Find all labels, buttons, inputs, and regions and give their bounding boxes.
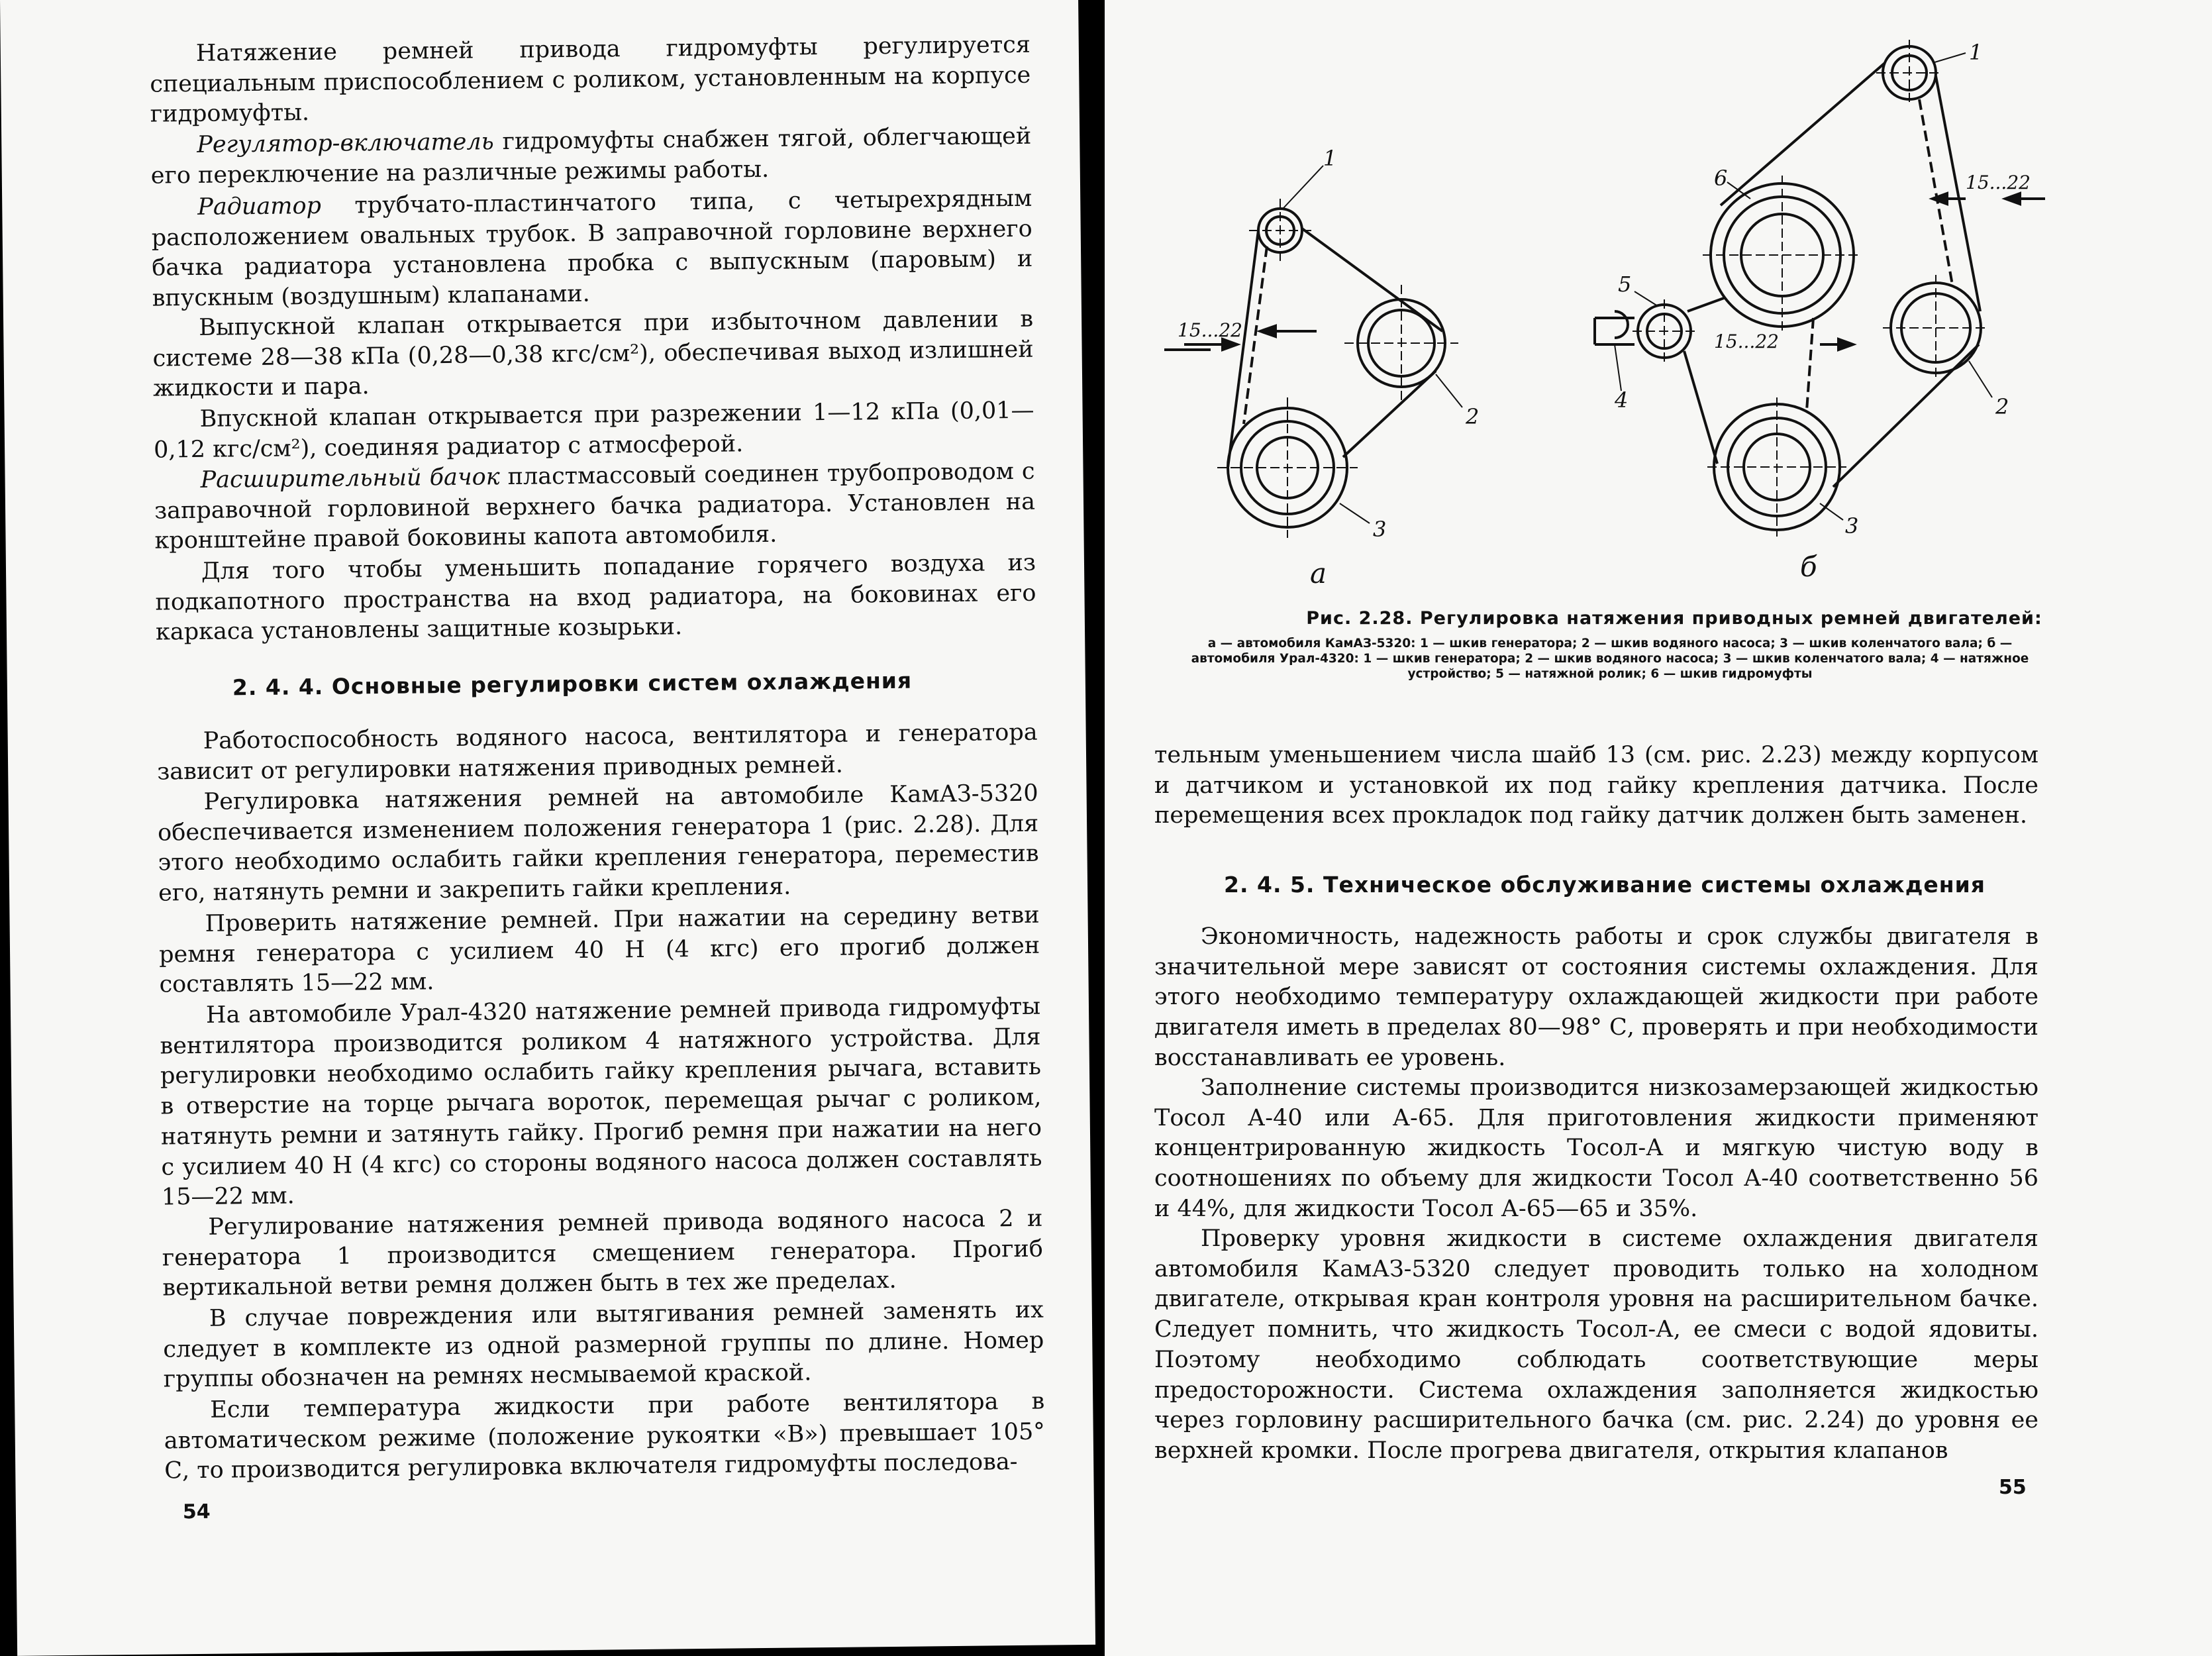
callout-6-b: 6 — [1714, 166, 1728, 191]
figure-b-ural — [1595, 40, 2045, 537]
paragraph: Если температура жидкости при работе вентилятора в автоматическом режиме (положение рукоятки «В») превышает 105° С, то производится регулировка включателя гидромуфты последова- — [164, 1388, 1045, 1484]
paragraph: На автомобиле Урал-4320 натяжение ремней привода гидромуфты вентилятора производится роликом 4 натяжного устройства. Для регулировки необходимо ослабить гайку крепления рычага, вставить в отверстие на торце рычага вороток, перемещая рычаг с роликом, натянуть ремни и затянуть гайку. Прогиб ремня при нажатии на него с усилием 40 Н (4 кгс) со стороны водяного насоса должен составлять 15—22 мм. — [160, 993, 1042, 1211]
callout-2-b: 2 — [1995, 394, 2009, 419]
paragraph: Экономичность, надежность работы и срок службы двигателя в значительной мере зависят от состояния системы охлаждения. Для этого необходимо температуру охлаждающей жидкости при работе двигателя иметь в пределах 80—98° С, проверять и при необходимости восстанавливать ее уровень. — [1154, 923, 2038, 1071]
paragraph — [150, 122, 1032, 191]
callout-5-b: 5 — [1618, 272, 1632, 297]
subfigure-label-a: а — [1310, 557, 1327, 590]
dimension-label-b1: 15...22 — [1966, 172, 2031, 193]
term: Расширительный бачок — [200, 464, 500, 493]
paragraph: тельным уменьшением числа шайб 13 (см. рис. 2.23) между корпусом и датчиком и установкой их под гайку крепления датчика. После перемещения всех прокладок под гайку датчик должен быть заменен. — [1154, 742, 2038, 829]
section-heading: 2. 4. 5. Техническое обслуживание системы охлаждения — [1224, 872, 1986, 898]
paragraph: Для того чтобы уменьшить попадание горячего воздуха из подкапотного пространства на вход радиатора, на боковинах его каркаса установлены защитные козырьки. — [155, 549, 1036, 646]
term: Радиатор — [197, 192, 322, 221]
page-number: 55 — [1999, 1476, 2027, 1499]
paragraph: Выпускной клапан открывается при избыточном давлении в системе 28—38 кПа (0,28—0,38 кгс/см²), обеспечивая выход излишней жидкости и пара. — [152, 305, 1034, 403]
paragraph: Заполнение системы производится низкозамерзающей жидкостью Тосол А-40 или А-65. Для приготовления жидкости применяют концентрированную жидкость Тосол-А и мягкую чистую воду в соотношениях по объему для жидкости Тосол А-40 соответственно 56 и 44%, для жидкости Тосол А-65—65 и 35%. — [1154, 1074, 2038, 1222]
paragraph: Натяжение ремней привода гидромуфты регулируется специальным приспособлением с роликом, установленным на корпусе гидромуфты. — [150, 31, 1031, 129]
paragraph-text: гидромуфты снабжен тягой, облегчающей его переключение на различные режимы работы. — [150, 123, 1032, 189]
figure-caption-body: а — автомобиля КамАЗ-5320: 1 — шкив генератора; 2 — шкив водяного насоса; 3 — шкив коленчатого вала; б — автомобиля Урал-4320: 1 — шкив генератора; 2 — шкив водяного насоса; 3 — шкив коленчатого вала; 4 — натяжное устройство; 5 — натяжной ролик; 6 — шкив гидромуфты — [1191, 637, 2029, 681]
paragraph: В случае повреждения или вытягивания ремней заменять их следует в комплекте из одной размерной группы по длине. Номер группы обозначен на ремнях несмываемой краской. — [163, 1296, 1044, 1393]
figure-a-kamaz — [1164, 166, 1462, 538]
dimension-label-b2: 15...22 — [1714, 331, 1779, 352]
section-heading: 2. 4. 4. Основные регулировки систем охлаждения — [232, 667, 913, 701]
paragraph: Проверить натяжение ремней. При нажатии на середину ветви ремня генератора с усилием 40 Н (4 кгс) его прогиб должен составлять 15—22 мм. — [158, 902, 1040, 998]
paragraph: Регулирование натяжения ремней привода водяного насоса 2 и генератора 1 производится смещением генератора. Прогиб вертикальной ветви ремня должен быть в тех же пределах. — [162, 1205, 1044, 1302]
paragraph: Проверку уровня жидкости в системе охлаждения двигателя автомобиля КамАЗ-5320 следует проводить только на холодном двигателе, открывая кран контроля уровня на расширительном бачке. Следует помнить, что жидкость Тосол-А, ее смеси с водой ядовиты. Поэтому необходимо соблюдать соответствующие меры предосторожности. Система охлаждения заполняется жидкостью через горловину расширительного бачка (см. рис. 2.24) до уровня ее верхней кромки. После прогрева двигателя, открытия клапанов — [1154, 1225, 2038, 1464]
paragraph — [151, 184, 1033, 315]
paragraph — [154, 457, 1035, 557]
paragraph-text: пластмассовый соединен трубопроводом с заправочной горловиной верхнего бачка радиатора. Установлен на кронштейне правой боковины капота автомобиля. — [154, 458, 1036, 555]
belt-tension-figure — [1105, 0, 2212, 596]
callout-4-b: 4 — [1615, 388, 1629, 413]
callout-1-b: 1 — [1969, 40, 1983, 65]
page-number: 54 — [182, 1500, 211, 1524]
callout-3-a: 3 — [1373, 517, 1387, 542]
paragraph-text: трубчато-пластинчатого типа, с четырехрядным расположением овальных трубок. В заправочной горловине верхнего бачка радиатора установлена пробка с выпускным (паровым) и впускным (воздушным) клапанами. — [151, 185, 1033, 312]
dimension-label-a: 15...22 — [1178, 319, 1242, 341]
callout-3-b: 3 — [1845, 513, 1859, 539]
paragraph: Впускной клапан открывается при разрежении 1—12 кПа (0,01—0,12 кгс/см²), соединяя радиатор с атмосферой. — [153, 397, 1034, 464]
subfigure-label-b: б — [1800, 550, 1817, 583]
right-page — [1105, 0, 2212, 1656]
figure-caption-title: Рис. 2.28. Регулировка натяжения приводных ремней двигателей: — [1306, 608, 2042, 629]
callout-1-a: 1 — [1323, 146, 1337, 171]
left-page — [0, 0, 1095, 1656]
paragraph: Регулировка натяжения ремней на автомобиле КамАЗ-5320 обеспечивается изменением положения генератора 1 (рис. 2.28). Для этого необходимо ослабить гайки крепления генератора, переместив его, натянуть ремни и закрепить гайки крепления. — [157, 780, 1039, 907]
callout-2-a: 2 — [1466, 404, 1480, 429]
paragraph: Работоспособность водяного насоса, вентилятора и генератора зависит от регулировки натяжения приводных ремней. — [157, 719, 1038, 786]
term: Регулятор-включатель — [197, 129, 494, 158]
